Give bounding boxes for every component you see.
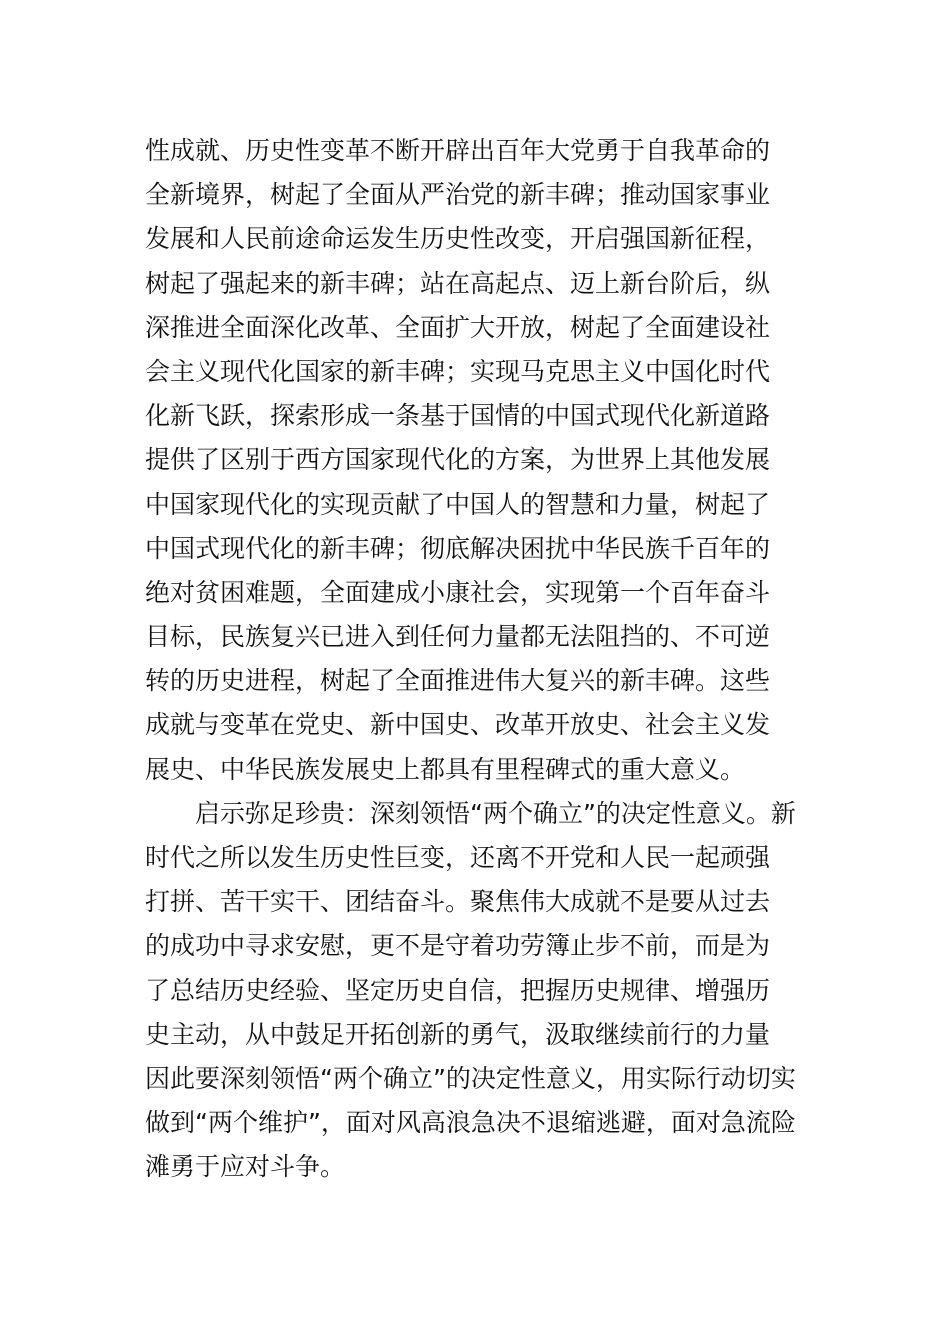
text-line: 时代之所以发生历史性巨变，还离不开党和人民一起顽强 bbox=[145, 843, 771, 872]
text-line: 中国家现代化的实现贡献了中国人的智慧和力量，树起了 bbox=[145, 489, 771, 519]
text-line: 性成就、历史性变革不断开辟出百年大党勇于自我革命的 bbox=[145, 136, 771, 165]
text-line: 史主动，从中鼓足开拓创新的勇气，汲取继续前行的力量 bbox=[145, 1019, 771, 1049]
text-line: 了总结历史经验、坚定历史自信，把握历史规律、增强历 bbox=[145, 975, 771, 1005]
text-line: 中国式现代化的新丰碑；彻底解决困扰中华民族千百年的 bbox=[145, 533, 771, 563]
text-line: 启示弥足珍贵：深刻领悟“两个确立”的决定性意义。新 bbox=[195, 798, 796, 828]
text-line: 发展和人民前途命运发生历史性改变，开启强国新征程， bbox=[145, 224, 771, 254]
text-line: 会主义现代化国家的新丰碑；实现马克思主义中国化时代 bbox=[145, 356, 771, 386]
text-line: 因此要深刻领悟“两个确立”的决定性意义，用实际行动切实 bbox=[145, 1063, 796, 1093]
text-line: 树起了强起来的新丰碑；站在高起点、迈上新台阶后，纵 bbox=[145, 268, 771, 298]
body-text bbox=[145, 129, 815, 1190]
text-line: 转的历史进程，树起了全面推进伟大复兴的新丰碑。这些 bbox=[145, 666, 771, 696]
text-line: 深推进全面深化改革、全面扩大开放，树起了全面建设社 bbox=[145, 312, 771, 342]
text-line: 化新飞跃，探索形成一条基于国情的中国式现代化新道路 bbox=[145, 401, 771, 431]
text-line: 做到“两个维护”，面对风高浪急决不退缩逃避，面对急流险 bbox=[145, 1108, 796, 1138]
text-line: 滩勇于应对斗争。 bbox=[145, 1152, 346, 1182]
text-line: 目标，民族复兴已进入到任何力量都无法阻挡的、不可逆 bbox=[145, 622, 771, 652]
text-line: 绝对贫困难题，全面建成小康社会，实现第一个百年奋斗 bbox=[145, 577, 771, 607]
text-line: 展史、中华民族发展史上都具有里程碑式的重大意义。 bbox=[145, 754, 746, 784]
paragraph-1 bbox=[145, 129, 815, 792]
text-line: 的成功中寻求安慰，更不是守着功劳簿止步不前，而是为 bbox=[145, 931, 771, 961]
text-line: 打拼、苦干实干、团结奋斗。聚焦伟大成就不是要从过去 bbox=[145, 887, 771, 917]
paragraph-2 bbox=[145, 792, 815, 1190]
text-line: 提供了区别于西方国家现代化的方案，为世界上其他发展 bbox=[145, 445, 771, 475]
text-line: 全新境界，树起了全面从严治党的新丰碑；推动国家事业 bbox=[145, 180, 771, 210]
text-line: 成就与变革在党史、新中国史、改革开放史、社会主义发 bbox=[145, 710, 771, 740]
